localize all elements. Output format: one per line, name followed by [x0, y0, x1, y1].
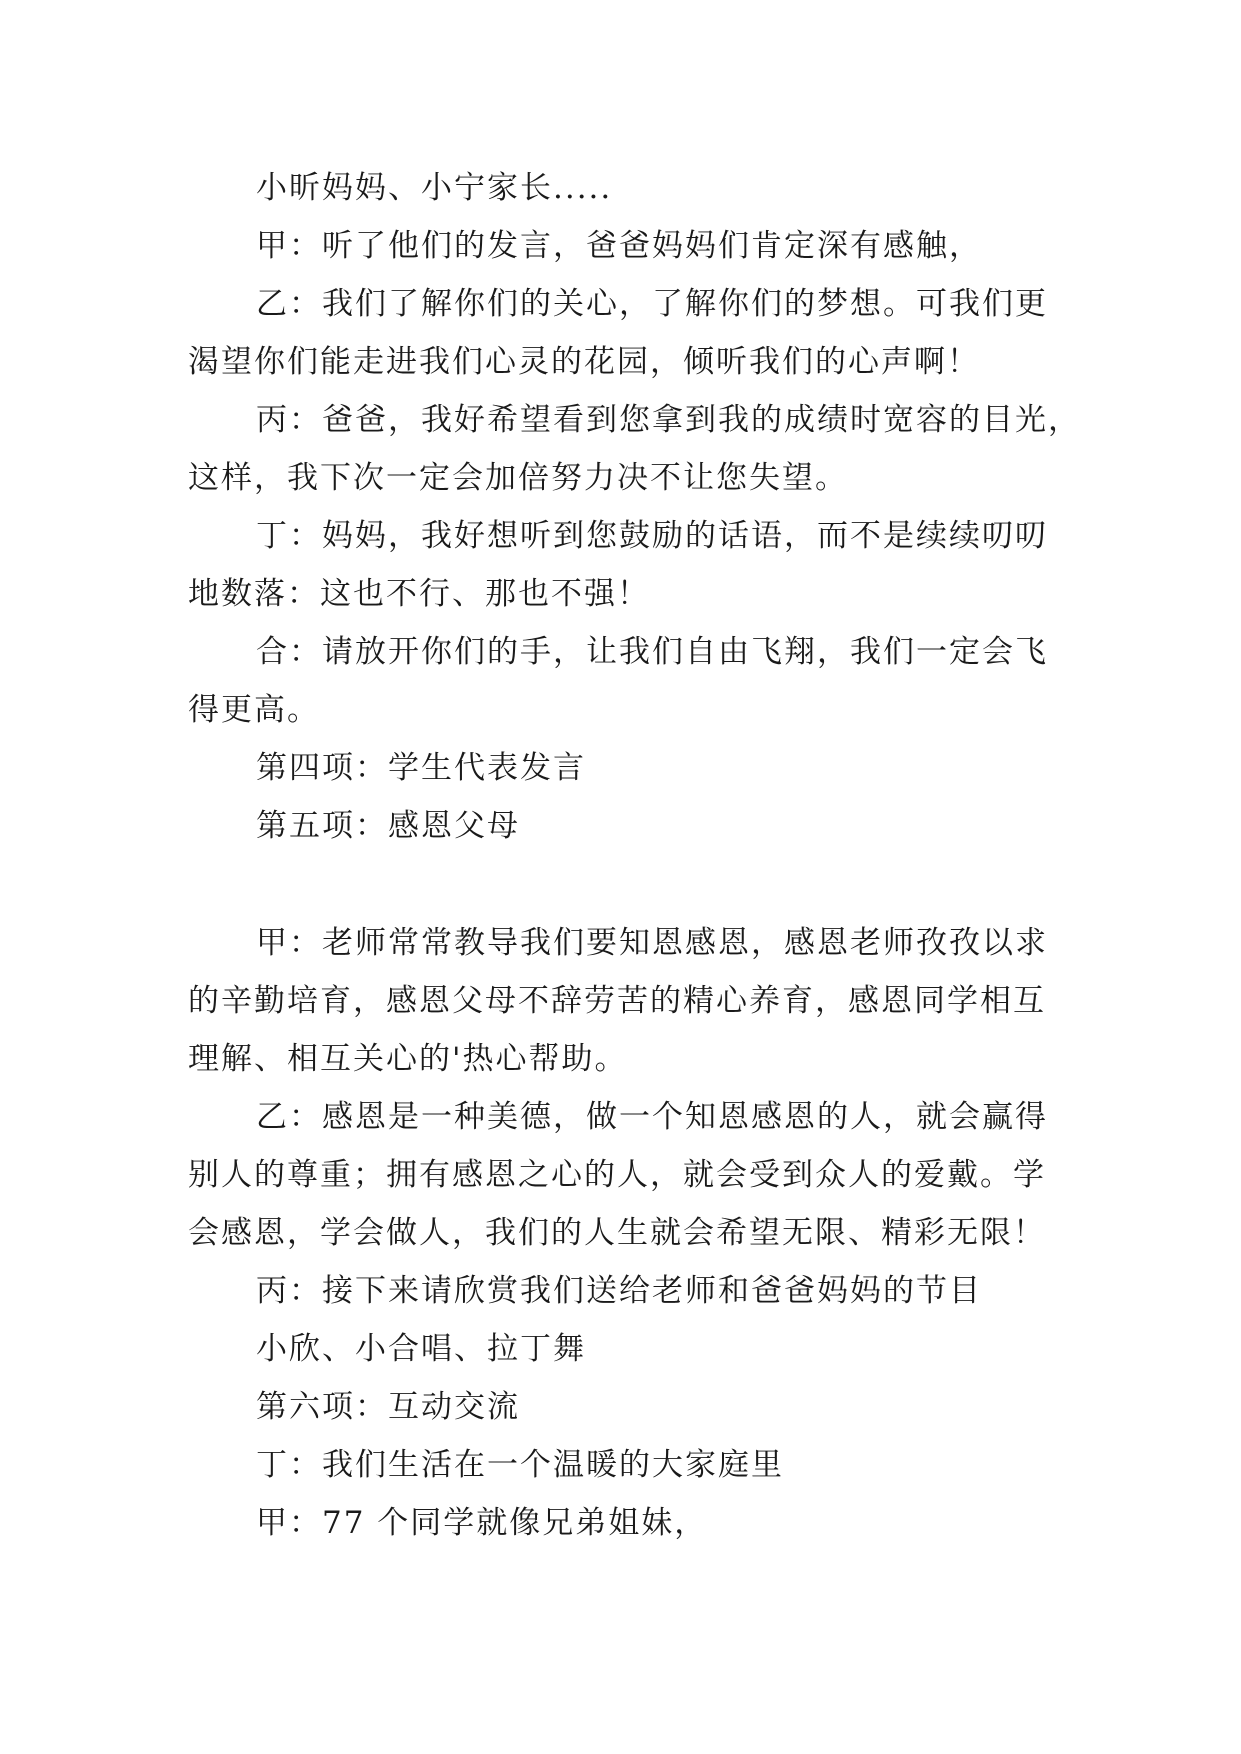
paragraph-line: 会感恩，学会做人，我们的人生就会希望无限、精彩无限！: [188, 1215, 1046, 1251]
paragraph-line: 合：请放开你们的手，让我们自由飞翔，我们一定会飞: [256, 634, 1048, 670]
section-2: [188, 914, 1048, 1552]
section-heading: 第四项：学生代表发言: [256, 750, 586, 786]
paragraph-line: 丙：爸爸，我好希望看到您拿到我的成绩时宽容的目光，: [256, 402, 1081, 438]
paragraph-line: 丁：妈妈，我好想听到您鼓励的话语，而不是续续叨叨: [256, 518, 1048, 554]
paragraph-line: 丙：接下来请欣赏我们送给老师和爸爸妈妈的节目: [256, 1273, 982, 1309]
paragraph-line: 乙：我们了解你们的关心，了解你们的梦想。可我们更: [256, 286, 1048, 322]
paragraph-line: 的辛勤培育，感恩父母不辞劳苦的精心养育，感恩同学相互: [188, 983, 1046, 1019]
paragraph-line: 这样，我下次一定会加倍努力决不让您失望。: [188, 460, 848, 496]
paragraph-line: 小欣、小合唱、拉丁舞: [256, 1331, 586, 1367]
paragraph-line: 渴望你们能走进我们心灵的花园，倾听我们的心声啊！: [188, 344, 980, 380]
paragraph-line: 得更高。: [188, 692, 320, 728]
section-heading: 第五项：感恩父母: [256, 808, 520, 844]
paragraph-line: 甲：听了他们的发言，爸爸妈妈们肯定深有感触，: [256, 228, 982, 264]
paragraph-line: 小昕妈妈、小宁家长.....: [256, 170, 613, 206]
paragraph-line: 别人的尊重；拥有感恩之心的人，就会受到众人的爱戴。学: [188, 1157, 1046, 1193]
paragraph-line: 丁：我们生活在一个温暖的大家庭里: [256, 1447, 784, 1483]
paragraph-line: 甲：77 个同学就像兄弟姐妹，: [256, 1505, 708, 1541]
section-1: [188, 159, 1081, 855]
paragraph-line: 甲：老师常常教导我们要知恩感恩，感恩老师孜孜以求: [256, 925, 1048, 961]
paragraph-line: 地数落：这也不行、那也不强！: [188, 576, 650, 612]
paragraph-line: 乙：感恩是一种美德，做一个知恩感恩的人，就会赢得: [256, 1099, 1048, 1135]
section-heading: 第六项：互动交流: [256, 1389, 520, 1425]
paragraph-line: 理解、相互关心的'热心帮助。: [188, 1041, 628, 1077]
